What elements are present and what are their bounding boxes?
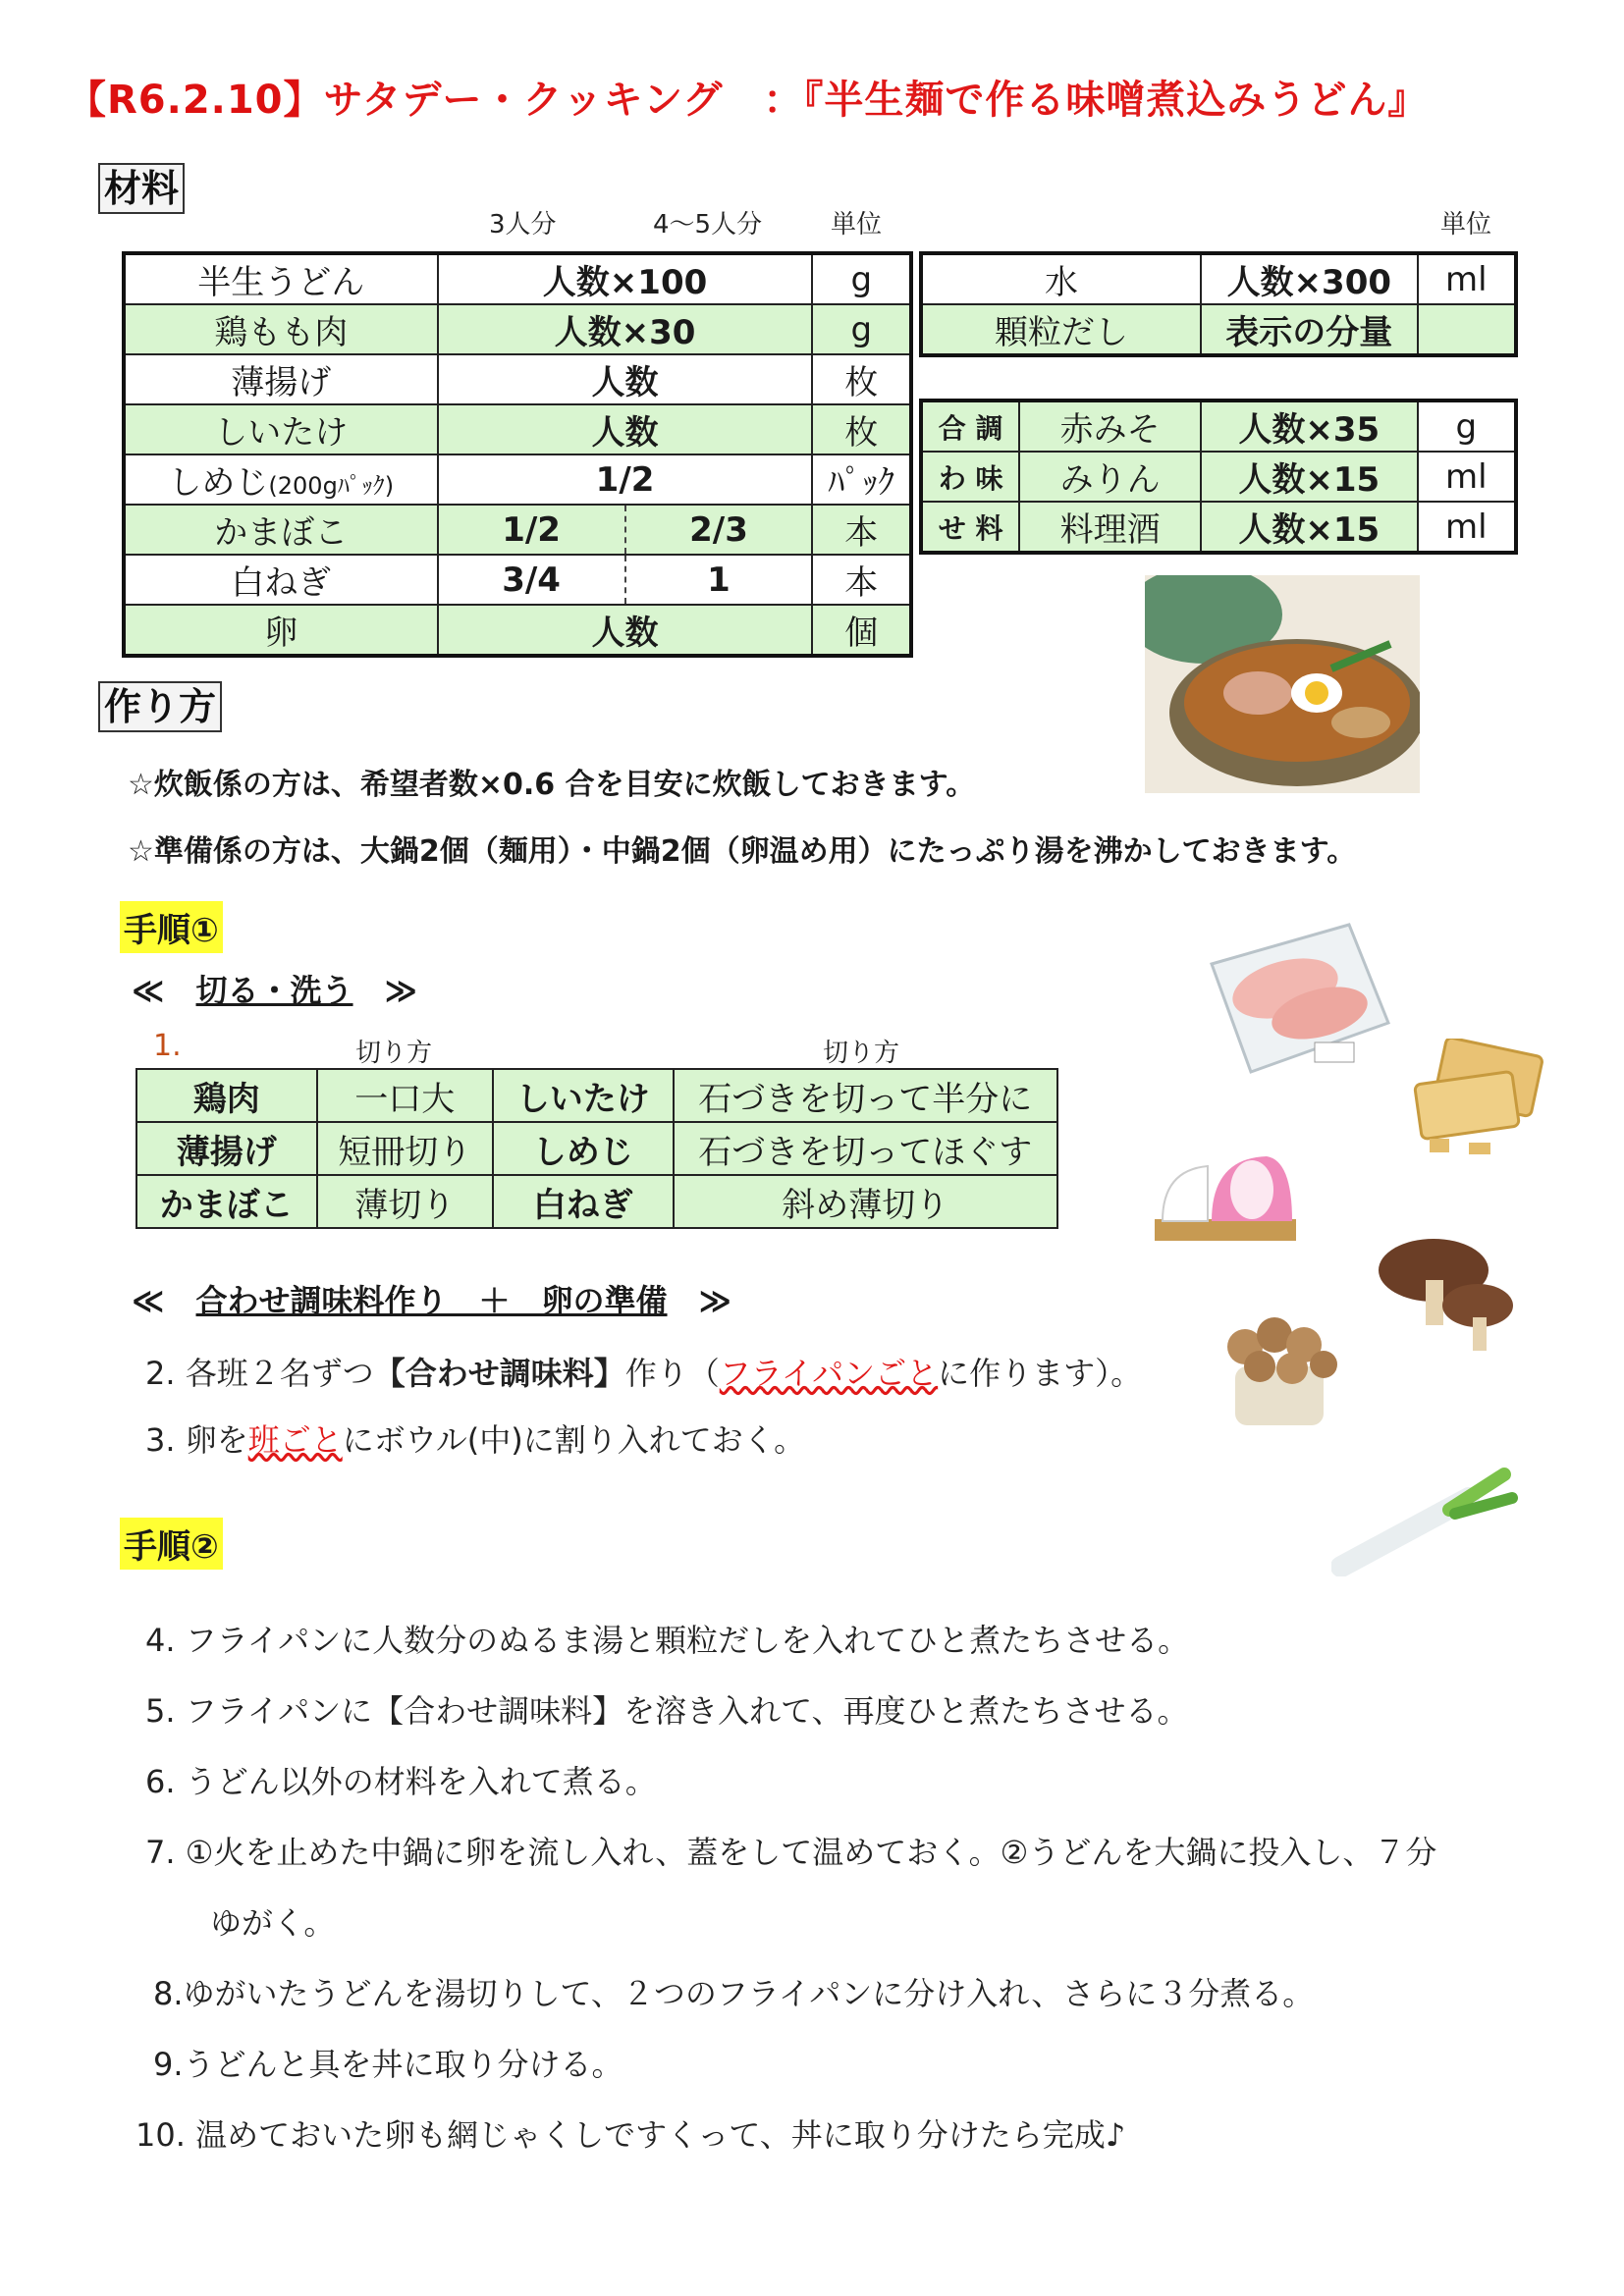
cut-item: かまぼこ xyxy=(136,1175,317,1228)
broth-unit: ml xyxy=(1418,253,1516,304)
udon-pot-photo xyxy=(1145,575,1420,793)
step-3-red: 班ごと xyxy=(247,1421,343,1459)
step-10: 10. 温めておいた卵も網じゃくしですくって、丼に取り分けたら完成♪ xyxy=(135,2116,1126,2154)
ingredient-amount-45: 2/3 xyxy=(625,505,813,555)
step-7-cont: ゆがく。 xyxy=(210,1904,336,1942)
step1-subtitle xyxy=(132,966,417,1011)
step-2-pre: 2. 各班２名ずつ xyxy=(145,1355,374,1392)
cut-method: 石づきを切って半分に xyxy=(674,1069,1057,1122)
title-text: サタデー・クッキング ：『半生麺で作る味噌煮込みうどん』 xyxy=(323,78,1429,123)
ingredient-row xyxy=(124,555,911,605)
cut-item: しいたけ xyxy=(493,1069,674,1122)
step-2 xyxy=(145,1349,1142,1394)
broth-name: 水 xyxy=(921,253,1201,304)
subtitle-open: ≪ xyxy=(132,1282,196,1319)
step1-label: 手順① xyxy=(120,901,223,953)
ingredient-amount: 人数×30 xyxy=(438,304,813,354)
seasoning-amount: 人数×15 xyxy=(1201,502,1418,553)
ingredients-table xyxy=(122,251,913,658)
cut-item: 薄揚げ xyxy=(136,1122,317,1175)
col-header-unit: 単位 xyxy=(831,210,883,240)
ingredient-amount: 人数 xyxy=(438,605,813,656)
step-3 xyxy=(145,1415,805,1461)
chicken-pack-illustration xyxy=(1192,905,1398,1092)
seasoning-name: 料理酒 xyxy=(1019,502,1201,553)
broth-amount: 人数×300 xyxy=(1201,253,1418,304)
ingredient-name: 白ねぎ xyxy=(124,555,438,605)
cut-row xyxy=(136,1175,1057,1228)
cut-method: 石づきを切ってほぐす xyxy=(674,1122,1057,1175)
step-9: 9.うどんと具を丼に取り分ける。 xyxy=(153,2046,623,2083)
cut-method: 薄切り xyxy=(317,1175,494,1228)
step-2-red: フライパンごと xyxy=(719,1355,939,1392)
ingredient-row xyxy=(124,404,911,454)
col-header-45: 4～5人分 xyxy=(653,210,763,240)
ingredient-name-text: しめじ xyxy=(168,463,269,503)
ingredient-row xyxy=(124,253,911,304)
ingredient-name-note: (200gﾊﾟｯｸ) xyxy=(268,472,395,500)
seasoning-label: せ 料 xyxy=(921,502,1019,553)
subtitle-close: ≫ xyxy=(352,972,418,1009)
ingredient-amount-3: 3/4 xyxy=(438,555,625,605)
seasoning-table xyxy=(919,399,1518,555)
ingredient-unit: 本 xyxy=(812,555,911,605)
broth-unit xyxy=(1418,304,1516,355)
ingredient-unit: 本 xyxy=(812,505,911,555)
seasoning-name: 赤みそ xyxy=(1019,400,1201,452)
ingredient-name xyxy=(124,454,438,505)
seasoning-row xyxy=(921,452,1516,502)
shimeji-illustration xyxy=(1206,1298,1353,1435)
ingredient-unit: 枚 xyxy=(812,354,911,404)
seasoning-name: みりん xyxy=(1019,452,1201,502)
ingredient-unit: g xyxy=(812,304,911,354)
ingredient-amount: 人数 xyxy=(438,354,813,404)
broth-table xyxy=(919,251,1518,357)
ingredient-name: 卵 xyxy=(124,605,438,656)
seasoning-unit: ml xyxy=(1418,452,1516,502)
broth-amount: 表示の分量 xyxy=(1201,304,1418,355)
shiitake-illustration xyxy=(1375,1231,1522,1359)
ingredient-unit: g xyxy=(812,253,911,304)
seasoning-row xyxy=(921,400,1516,452)
step-5: 5. フライパンに【合わせ調味料】を溶き入れて、再度ひと煮たちさせる。 xyxy=(145,1692,1189,1730)
cut-method: 短冊切り xyxy=(317,1122,494,1175)
cut-row xyxy=(136,1069,1057,1122)
cut-item: 白ねぎ xyxy=(493,1175,674,1228)
seasoning-label: わ 味 xyxy=(921,452,1019,502)
note-rice: ☆炊飯係の方は、希望者数×0.6 合を目安に炊飯しておきます。 xyxy=(128,768,976,802)
step-7: 7. ①火を止めた中鍋に卵を流し入れ、蓋をして温めておく。②うどんを大鍋に投入し、７分 xyxy=(145,1834,1437,1871)
cut-method: 斜め薄切り xyxy=(674,1175,1057,1228)
col-header-unit-right: 単位 xyxy=(1440,210,1492,240)
step2-label: 手順② xyxy=(120,1518,223,1570)
broth-row xyxy=(921,304,1516,355)
ingredient-row xyxy=(124,354,911,404)
ingredient-name: 半生うどん xyxy=(124,253,438,304)
cut-header-a: 切り方 xyxy=(355,1039,433,1068)
step-4: 4. フライパンに人数分のぬるま湯と顆粒だしを入れてひと煮たちさせる。 xyxy=(145,1622,1190,1659)
fried-tofu-illustration xyxy=(1410,1039,1557,1162)
ingredient-unit: 個 xyxy=(812,605,911,656)
method-heading: 作り方 xyxy=(98,681,222,732)
ingredient-name: 薄揚げ xyxy=(124,354,438,404)
ingredient-row xyxy=(124,304,911,354)
ingredient-amount: 1/2 xyxy=(438,454,813,505)
note-pots: ☆準備係の方は、大鍋2個（麺用）・中鍋2個（卵温め用）にたっぷり湯を沸かしておきます。 xyxy=(128,834,1357,869)
cut-table xyxy=(135,1068,1058,1229)
step-2-bold: 【合わせ調味料】 xyxy=(373,1355,625,1392)
ingredient-amount-3: 1/2 xyxy=(438,505,625,555)
step-2-mid: 作り（ xyxy=(624,1355,720,1392)
subtitle-open: ≪ xyxy=(132,972,196,1009)
step-3-pre: 3. 卵を xyxy=(145,1421,248,1459)
ingredient-name: かまぼこ xyxy=(124,505,438,555)
ingredient-amount: 人数×100 xyxy=(438,253,813,304)
step1-number: 1. xyxy=(153,1029,182,1063)
ingredient-row xyxy=(124,505,911,555)
ingredient-name: しいたけ xyxy=(124,404,438,454)
step1-subtitle-text: 切る・洗う xyxy=(195,972,353,1009)
seasoning-unit: ml xyxy=(1418,502,1516,553)
ingredient-amount-45: 1 xyxy=(625,555,813,605)
ingredients-heading: 材料 xyxy=(98,163,185,214)
cut-header-b: 切り方 xyxy=(823,1039,900,1068)
ingredient-name: 鶏もも肉 xyxy=(124,304,438,354)
prep-subtitle xyxy=(132,1276,731,1321)
prep-subtitle-text: 合わせ調味料作り ＋ 卵の準備 xyxy=(195,1282,668,1319)
cut-row xyxy=(136,1122,1057,1175)
broth-row xyxy=(921,253,1516,304)
ingredient-unit: 枚 xyxy=(812,404,911,454)
ingredient-unit: ﾊﾟｯｸ xyxy=(812,454,911,505)
title-date: 【R6.2.10】 xyxy=(67,78,324,123)
broth-name: 顆粒だし xyxy=(921,304,1201,355)
col-header-3: 3人分 xyxy=(489,210,557,240)
leek-illustration xyxy=(1331,1463,1518,1576)
cut-method: 一口大 xyxy=(317,1069,494,1122)
seasoning-amount: 人数×35 xyxy=(1201,400,1418,452)
page-title xyxy=(67,69,1428,125)
seasoning-row xyxy=(921,502,1516,553)
step-6: 6. うどん以外の材料を入れて煮る。 xyxy=(145,1763,657,1800)
subtitle-close: ≫ xyxy=(667,1282,732,1319)
seasoning-label: 合 調 xyxy=(921,400,1019,452)
step-2-post: に作ります）。 xyxy=(938,1355,1143,1392)
seasoning-unit: g xyxy=(1418,400,1516,452)
ingredient-amount: 人数 xyxy=(438,404,813,454)
step-8: 8.ゆがいたうどんを湯切りして、２つのフライパンに分け入れ、さらに３分煮る。 xyxy=(153,1975,1315,2012)
seasoning-amount: 人数×15 xyxy=(1201,452,1418,502)
cut-item: しめじ xyxy=(493,1122,674,1175)
ingredient-row xyxy=(124,605,911,656)
kamaboko-illustration xyxy=(1149,1141,1302,1268)
ingredient-row xyxy=(124,454,911,505)
step-3-post: にボウル(中)に割り入れておく。 xyxy=(342,1421,806,1459)
cut-item: 鶏肉 xyxy=(136,1069,317,1122)
